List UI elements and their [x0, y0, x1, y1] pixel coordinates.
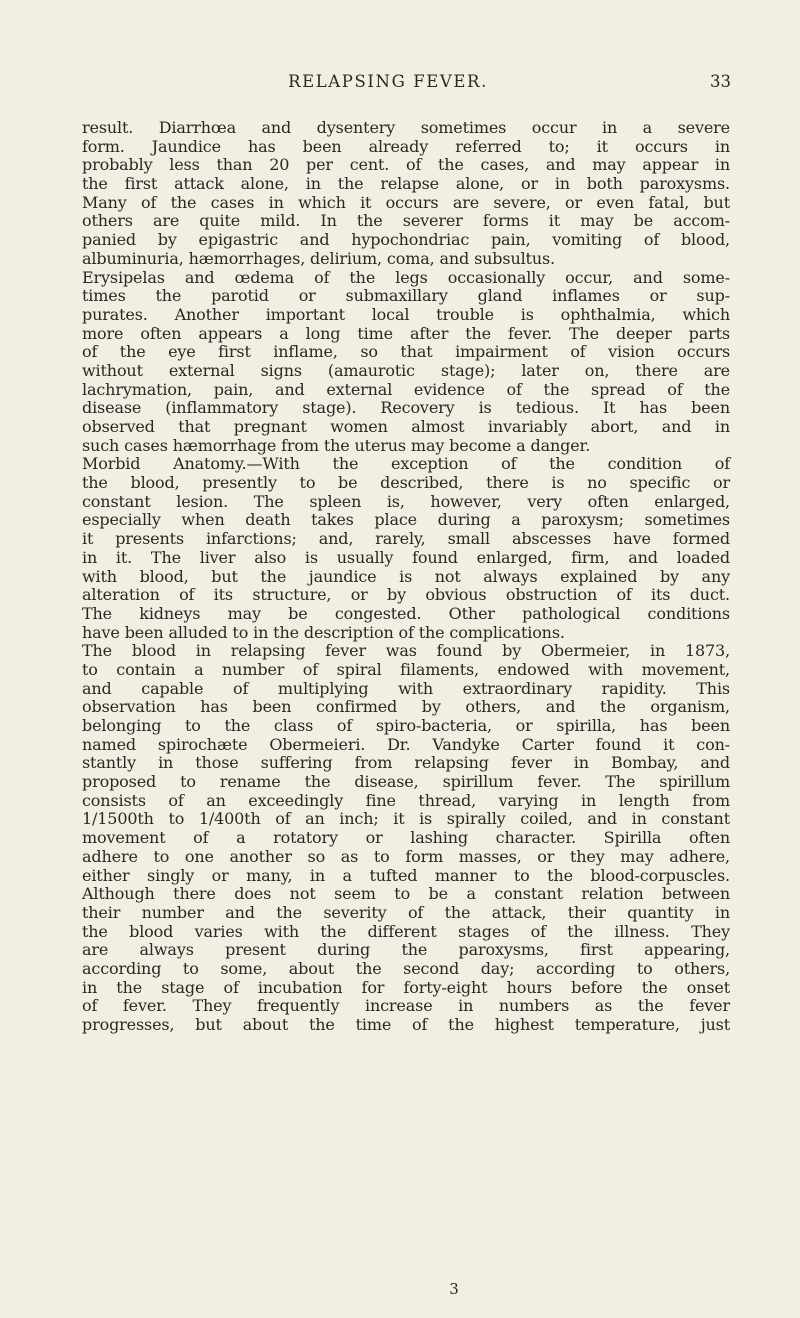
text-line: observed that pregnant women almost invariably abort, and in: [82, 417, 730, 436]
text-line: others are quite mild. In the severer forms it may be accom-: [82, 211, 730, 231]
text-line: Morbid Anatomy.—With the exception of the condition of: [82, 454, 730, 474]
text-line: more often appears a long time after the fever. The deeper parts: [82, 323, 730, 343]
text-line: the blood varies with the different stages of the illness. They: [82, 921, 730, 941]
text-line: constant lesion. The spleen is, however, very often enlarged,: [82, 491, 730, 511]
text-line: named spirochæte Obermeieri. Dr. Vandyke Carter found it con-: [82, 734, 730, 754]
text-line: and capable of multiplying with extraordinary rapidity. This: [82, 678, 730, 698]
body-text: [82, 119, 730, 1035]
text-line: times the parotid or submaxillary gland inflames or sup-: [82, 286, 730, 306]
text-line: panied by epigastric and hypochondriac pain, vomiting of blood,: [82, 230, 730, 250]
text-line: in the stage of incubation for forty-eight hours before the onset: [82, 977, 730, 997]
text-line: it presents infarctions; and, rarely, small abscesses have formed: [82, 529, 730, 549]
running-title: RELAPSING FEVER.: [288, 72, 488, 91]
text-line: of the eye first inflame, so that impairment of vision occurs: [82, 342, 730, 362]
text-line: to contain a number of spiral filaments, endowed with movement,: [82, 659, 730, 679]
text-line: Although there does not seem to be a constant relation between: [82, 884, 730, 904]
text-line: proposed to rename the disease, spirillum fever. The spirillum: [82, 772, 730, 792]
text-line: observation has been confirmed by others, and the organism,: [82, 697, 730, 717]
text-line: albuminuria, hæmorrhages, delirium, coma, and subsultus.: [82, 248, 555, 268]
text-line: adhere to one another so as to form masses, or they may adhere,: [82, 846, 730, 866]
text-line: belonging to the class of spiro-bacteria, or spirilla, has been: [82, 716, 730, 735]
text-line: result. Diarrhœa and dysentery sometimes occur in a severe: [82, 118, 730, 137]
text-line: The blood in relapsing fever was found by Obermeier, in 1873,: [82, 641, 730, 661]
text-line: progresses, but about the time of the highest temperature, just: [82, 1015, 730, 1034]
text-line: of fever. They frequently increase in numbers as the fever: [82, 996, 730, 1016]
text-line: movement of a rotatory or lashing character. Spirilla often: [82, 828, 730, 848]
text-line: Erysipelas and œdema of the legs occasionally occur, and some-: [82, 267, 730, 287]
text-line: form. Jaundice has been already referred to; it occurs in: [82, 136, 730, 156]
text-line: The kidneys may be congested. Other pathological conditions: [82, 603, 730, 623]
text-line: such cases hæmorrhage from the uterus may become a danger.: [82, 435, 591, 455]
text-line: consists of an exceedingly fine thread, varying in length from: [82, 790, 730, 810]
text-line: according to some, about the second day; according to others,: [82, 958, 730, 978]
text-line: probably less than 20 per cent. of the cases, and may appear in: [82, 155, 730, 175]
text-line: their number and the severity of the attack, their quantity in: [82, 902, 730, 922]
page-number: 33: [710, 72, 731, 91]
text-line: alteration of its structure, or by obvious obstruction of its duct.: [82, 585, 730, 605]
text-line: the blood, presently to be described, there is no specific or: [82, 473, 730, 493]
text-line: disease (inflammatory stage). Recovery is tedious. It has been: [82, 398, 730, 418]
text-line: lachrymation, pain, and external evidence of the spread of the: [82, 379, 730, 399]
text-line: especially when death takes place during a paroxysm; sometimes: [82, 510, 730, 530]
signature-mark: 3: [449, 1280, 459, 1298]
text-line: purates. Another important local trouble is ophthalmia, which: [82, 304, 730, 324]
text-line: with blood, but the jaundice is not always explained by any: [82, 566, 730, 586]
text-line: in it. The liver also is usually found enlarged, firm, and loaded: [82, 547, 730, 567]
text-line: 1/1500th to 1/400th of an inch; it is spirally coiled, and in constant: [82, 809, 730, 829]
text-line: without external signs (amaurotic stage); later on, there are: [82, 360, 730, 380]
text-line: stantly in those suffering from relapsing fever in Bombay, and: [82, 753, 730, 773]
text-line: either singly or many, in a tufted manner to the blood-corpuscles.: [82, 865, 730, 885]
text-line: the first attack alone, in the relapse alone, or in both paroxysms.: [82, 174, 730, 194]
page-header: [0, 72, 800, 96]
text-line: are always present during the paroxysms, first appearing,: [82, 940, 730, 960]
text-line: have been alluded to in the description of the complications.: [82, 622, 565, 642]
text-line: Many of the cases in which it occurs are severe, or even fatal, but: [82, 192, 730, 212]
